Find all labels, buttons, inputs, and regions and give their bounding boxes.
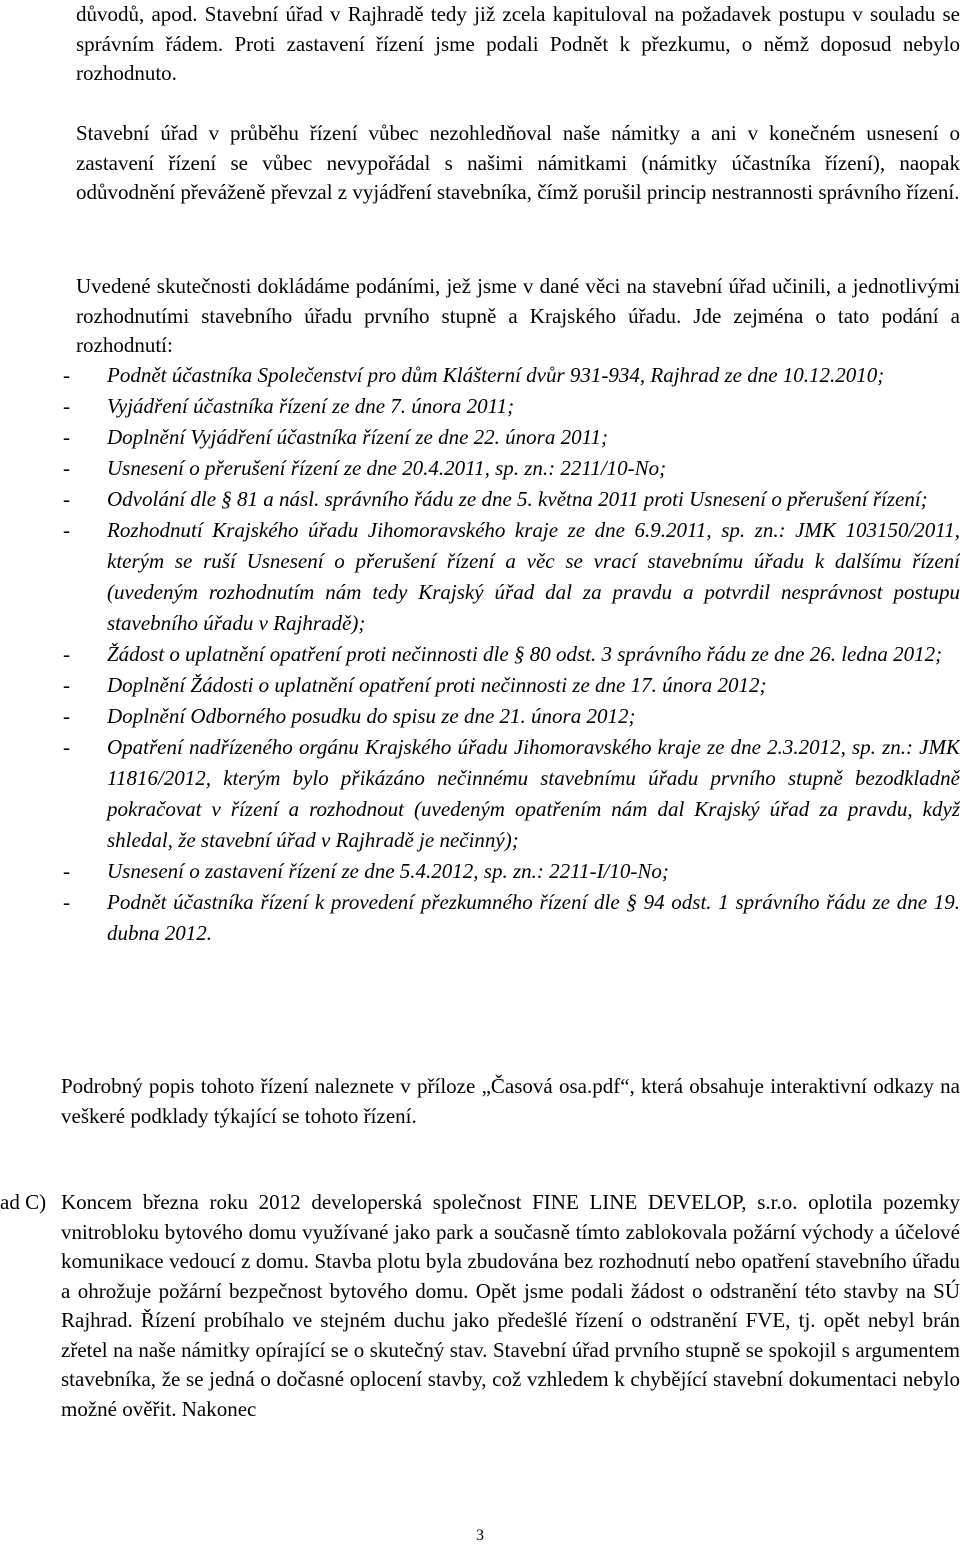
section-text: Koncem března roku 2012 developerská společnost FINE LINE DEVELOP, s.r.o. oplotila pozemky vnitrobloku bytového domu využívané jako park a současně tímto zablokovala požární východy a účelové komunikace vedoucí z domu. Stavba plotu byla zbudována bez rozhodnutí nebo opatření stavebního úřadu a ohrožuje požární bezpečnost bytového domu. Opět jsme podali žádost o odstranění této stavby na SÚ Rajhrad. Řízení probíhalo ve stejném duchu jako předešlé řízení o odstranění FVE, tj. opět nebyl brán zřetel na naše námitky opírající se o skutečný stav. Stavební úřad prvního stupně se spokojil s argumentem stavebníka, že se jedná o dočasné oplocení stavby, což vzhledem k chybějící stavební dokumentaci nebylo možné ověřit. Nakonec	[61, 1190, 960, 1421]
list-item: - Vyjádření účastníka řízení ze dne 7. února 2011;	[63, 391, 960, 422]
paragraph-stavebni-urad: Stavební úřad v průběhu řízení vůbec nezohledňoval naše námitky a ani v konečném usnesení o zastavení řízení se vůbec nevypořádal s našimi námitkami (námitky účastníka řízení), naopak odůvodnění převáženě převzal z vyjádření stavebníka, čímž porušil princip nestrannosti správního řízení.	[76, 121, 960, 204]
list-item: - Rozhodnutí Krajského úřadu Jihomoravského kraje ze dne 6.9.2011, sp. zn.: JMK 103150/2011, kterým se ruší Usnesení o přerušení řízení a věc se vrací stavebnímu úřadu k dalšímu řízení (uvedeným rozhodnutím nám tedy Krajský úřad dal za pravdu a potvrdil nesprávnost postupu stavebního úřadu v Rajhradě);	[63, 515, 960, 639]
list-item: - Doplnění Vyjádření účastníka řízení ze dne 22. února 2011;	[63, 422, 960, 453]
section-ad-c	[0, 1188, 960, 1424]
section-label: ad C)	[0, 1190, 47, 1214]
list-item: - Podnět účastníka Společenství pro dům Klášterní dvůr 931-934, Rajhrad ze dne 10.12.2010;	[63, 360, 960, 391]
list-item: - Odvolání dle § 81 a násl. správního řádu ze dne 5. května 2011 proti Usnesení o přerušení řízení;	[63, 484, 960, 515]
paragraph-intro: důvodů, apod. Stavební úřad v Rajhradě tedy již zcela kapituloval na požadavek postupu v souladu se správním řádem. Proti zastavení řízení jsme podali Podnět k přezkumu, o němž doposud nebylo rozhodnuto.	[76, 2, 960, 85]
list-item: - Usnesení o přerušení řízení ze dne 20.4.2011, sp. zn.: 2211/10-No;	[63, 453, 960, 484]
submissions-list	[63, 360, 960, 949]
list-item: - Usnesení o zastavení řízení ze dne 5.4.2012, sp. zn.: 2211-I/10-No;	[63, 856, 960, 887]
list-item: - Doplnění Odborného posudku do spisu ze dne 21. února 2012;	[63, 701, 960, 732]
list-item: - Podnět účastníka řízení k provedení přezkumného řízení dle § 94 odst. 1 správního řádu ze dne 19. dubna 2012.	[63, 887, 960, 949]
page-number: 3	[476, 1527, 484, 1544]
paragraph-uvedene-skutecnosti: Uvedené skutečnosti dokládáme podáními, jež jsme v dané věci na stavební úřad učinili, a jednotlivými rozhodnutími stavebního úřadu prvního stupně a Krajského úřadu. Jde zejména o tato podání a rozhodnutí:	[76, 274, 960, 357]
list-item: - Doplnění Žádosti o uplatnění opatření proti nečinnosti ze dne 17. února 2012;	[63, 670, 960, 701]
list-item: - Opatření nadřízeného orgánu Krajského úřadu Jihomoravského kraje ze dne 2.3.2012, sp. zn.: JMK 11816/2012, kterým bylo přikázáno nečinnému stavebnímu úřadu prvního stupně bezodkladně pokračovat v řízení a rozhodnout (uvedeným opatřením nám dal Krajský úřad za pravdu, když shledal, že stavební úřad v Rajhradě je nečinný);	[63, 732, 960, 856]
list-item: - Žádost o uplatnění opatření proti nečinnosti dle § 80 odst. 3 správního řádu ze dne 26. ledna 2012;	[63, 639, 960, 670]
paragraph-podrobny-popis: Podrobný popis tohoto řízení naleznete v příloze „Časová osa.pdf“, která obsahuje interaktivní odkazy na veškeré podklady týkající se tohoto řízení.	[61, 1074, 960, 1128]
